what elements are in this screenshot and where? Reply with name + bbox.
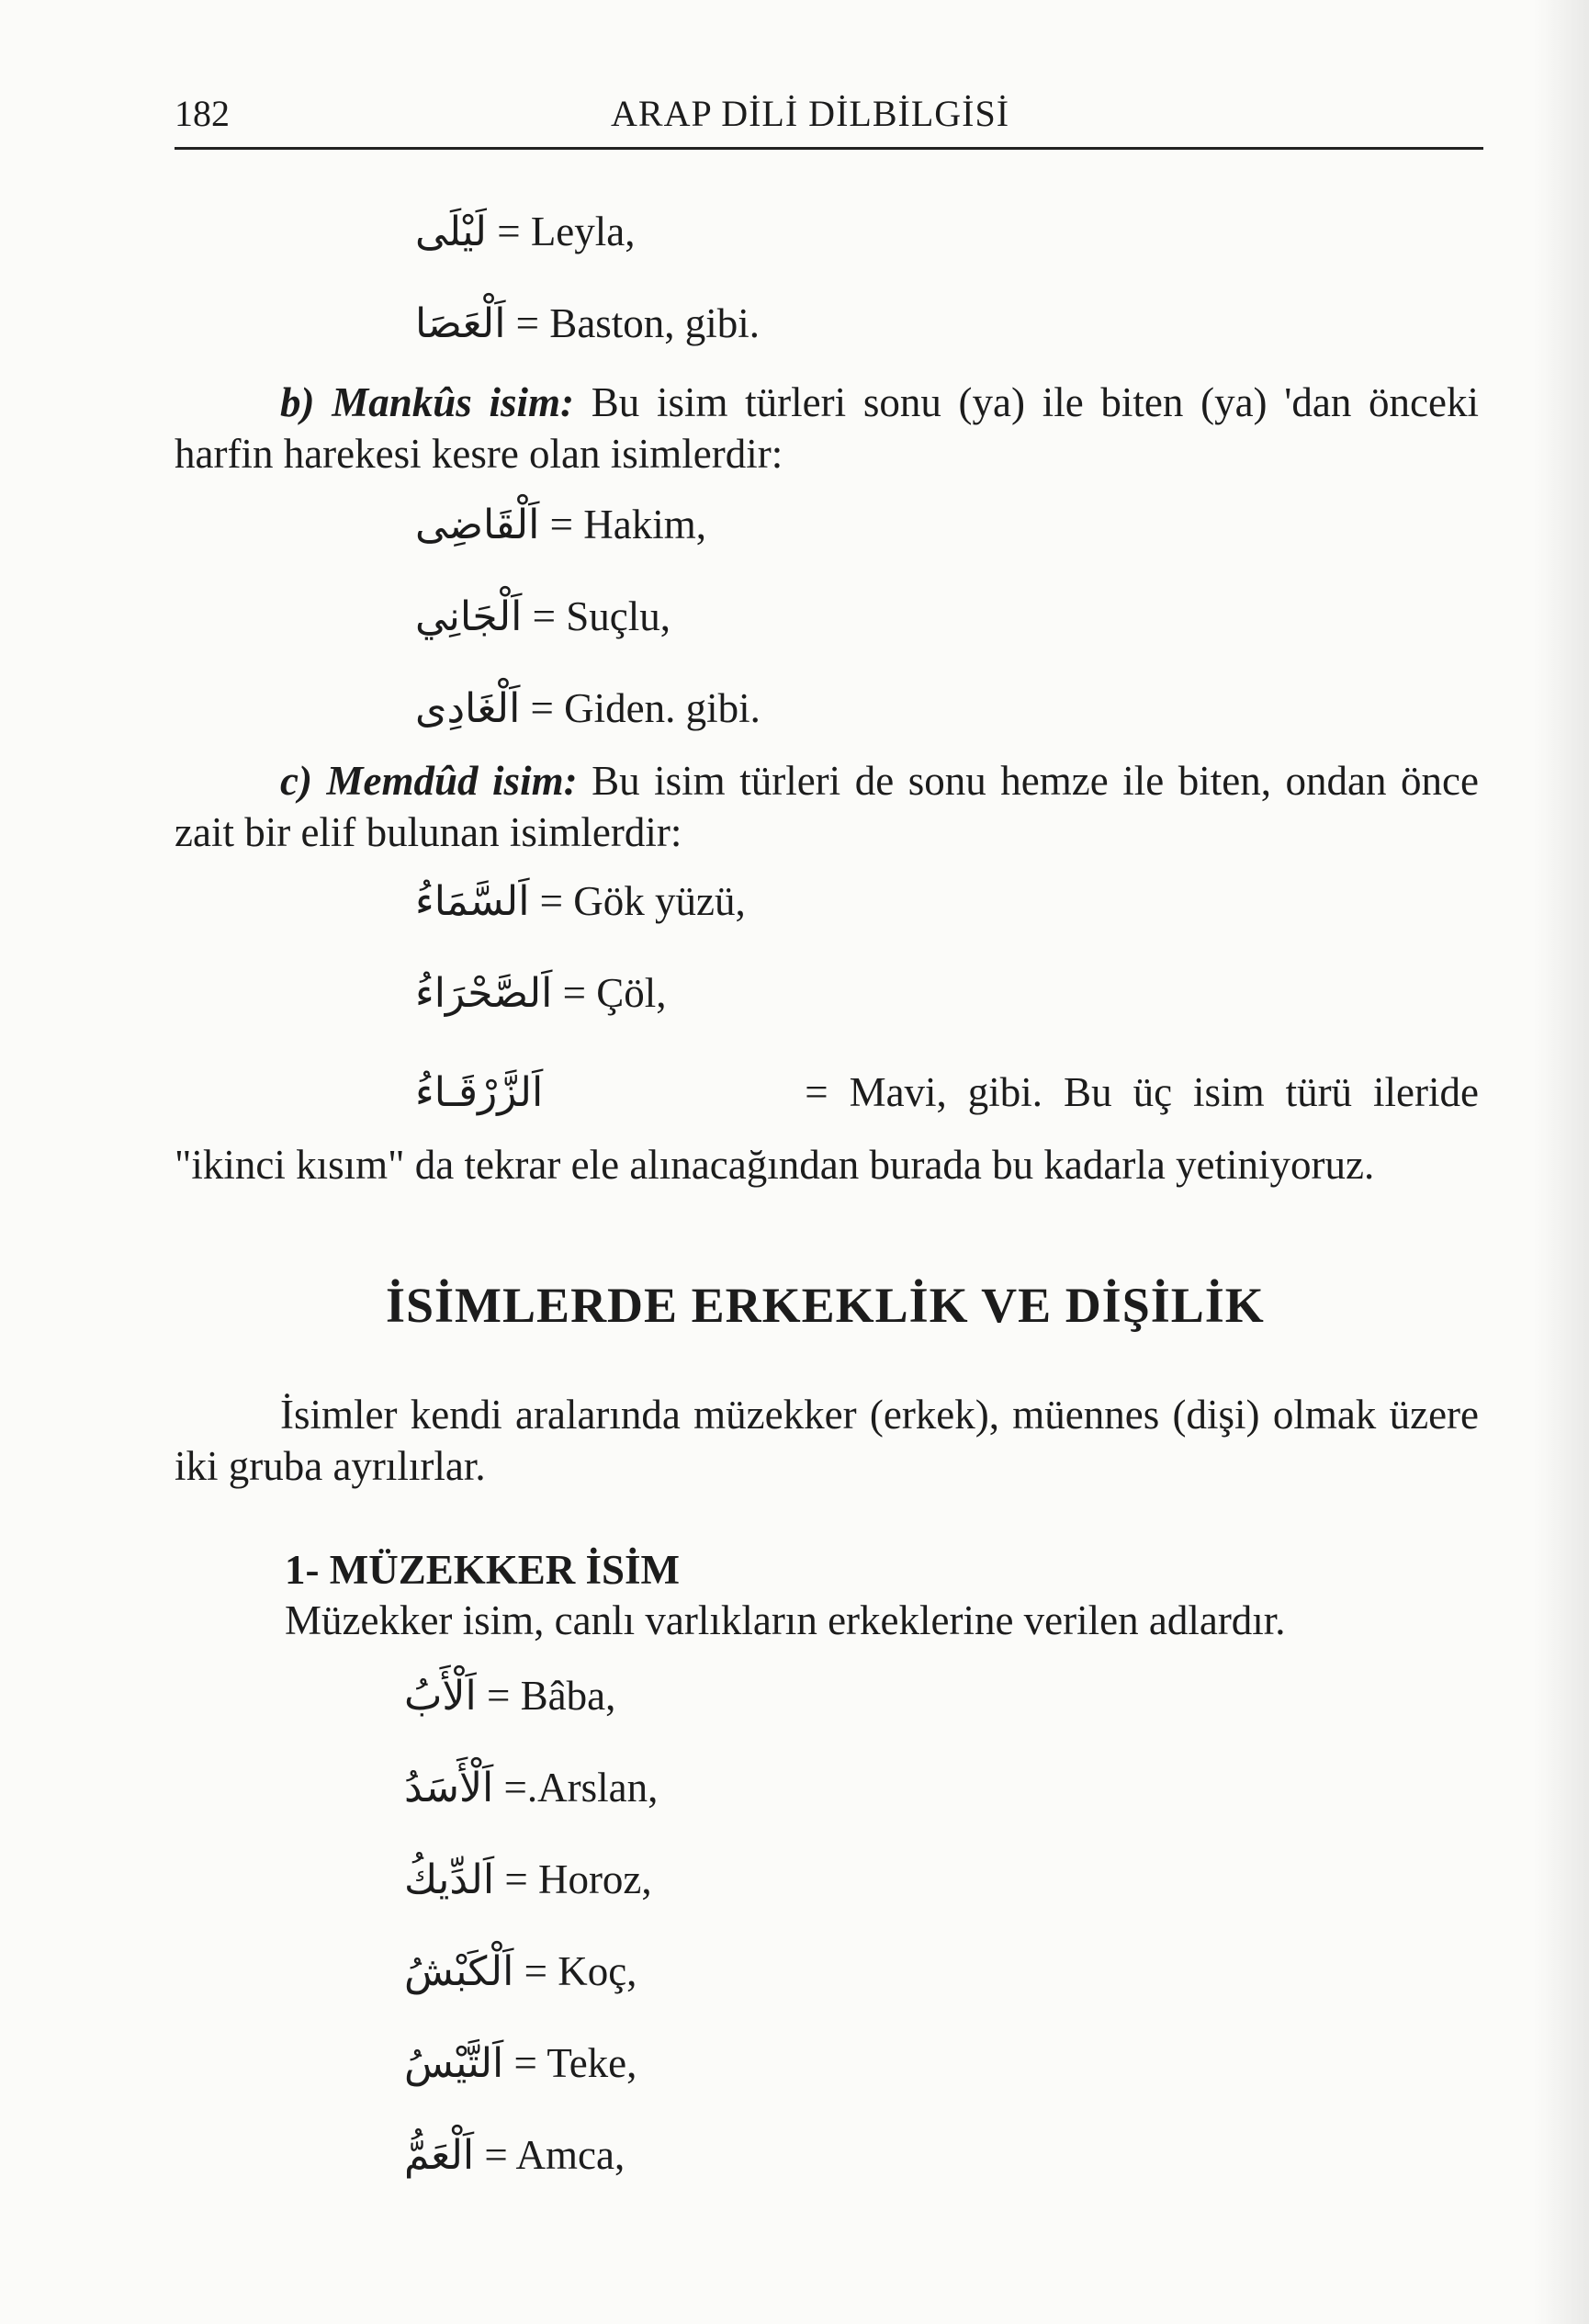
paragraph-text: Bu isim türleri de sonu hemze ile biten, ondan önce zait bir elif bulunan isimlerdir: (175, 758, 1479, 855)
translation: = Koç, (524, 1948, 637, 1994)
translation: = Horoz, (504, 1856, 652, 1902)
example-line (404, 1764, 658, 1812)
translation: = Çöl, (562, 970, 667, 1016)
running-title: ARAP DİLİ DİLBİLGİSİ (611, 93, 1010, 134)
arabic-word: اَلْجَانِي (415, 593, 523, 640)
translation: = Teke, (513, 2040, 637, 2086)
page-header (175, 92, 1483, 150)
section-intro: İsimler kendi aralarında müzekker (erkek), müennes (dişi) olmak üzere iki gruba ayrılırlar. (175, 1392, 1479, 1489)
page-number: 182 (175, 93, 230, 134)
translation: = Giden. gibi. (530, 685, 761, 731)
translation: =.Arslan, (503, 1765, 659, 1811)
arabic-word: اَلدِّيكُ (404, 1856, 495, 1903)
example-line (404, 1856, 652, 1904)
example-line (415, 969, 667, 1018)
section-heading: İSİMLERDE ERKEKLİK VE DİŞİLİK (386, 1278, 1265, 1333)
arabic-word: اَلْغَادِى (415, 685, 521, 732)
example-line (415, 592, 671, 641)
arabic-word: اَلْعَمُّ (404, 2132, 475, 2179)
translation: = Bâba, (487, 1673, 616, 1719)
example-line (415, 208, 636, 256)
paragraph-lead: c) Memdûd isim: (280, 758, 578, 804)
paragraph-c (175, 755, 1479, 858)
scan-edge-shadow (1534, 0, 1589, 2324)
arabic-word: لَيْلَى (415, 209, 487, 255)
example-line (415, 684, 761, 733)
arabic-word: اَلْأَسَدُ (404, 1765, 494, 1811)
example-line (415, 877, 746, 926)
paragraph-c-closing (175, 1056, 1479, 1201)
arabic-word: اَلصَّحْرَاءُ (415, 970, 553, 1017)
paragraph-lead: b) Mankûs isim: (280, 379, 574, 425)
translation: = Amca, (484, 2132, 625, 2178)
paragraph-text: = Mavi, gibi. Bu üç isim türü ileride "ikinci kısım" da tekrar ele alınacağından burada bu kadarla yetiniyoruz. (175, 1069, 1479, 1188)
translation: = Baston, gibi. (515, 300, 761, 346)
example-line (404, 2131, 625, 2180)
arabic-word: اَلتَّيْسُ (404, 2040, 504, 2087)
translation: = Leyla, (497, 209, 636, 254)
translation: = Hakim, (549, 502, 706, 547)
example-line (415, 501, 706, 549)
arabic-word: اَلسَّمَاءُ (415, 878, 530, 925)
paragraph-b (175, 377, 1479, 479)
translation: = Gök yüzü, (539, 878, 746, 924)
example-line (415, 299, 760, 348)
paragraph-text: Bu isim türleri sonu (ya) ile biten (ya) 'dan önceki harfin harekesi kesre olan isimlerdir: (175, 379, 1479, 477)
subsection-intro: Müzekker isim, canlı varlıkların erkeklerine verilen adlardır. (285, 1597, 1286, 1643)
example-line (404, 1672, 615, 1720)
arabic-word: اَلْكَبْشُ (404, 1948, 514, 1995)
arabic-word: اَلْقَاضِى (415, 502, 540, 548)
example-line (404, 1947, 637, 1996)
subsection-heading: 1- MÜZEKKER İSİM (285, 1547, 681, 1593)
example-line (404, 2039, 637, 2088)
arabic-word: اَلزَّرْقَـاءُ (415, 1069, 544, 1116)
arabic-word: اَلْعَصَا (415, 300, 506, 347)
arabic-word: اَلْأَبُ (404, 1673, 477, 1720)
translation: = Suçlu, (532, 593, 671, 639)
